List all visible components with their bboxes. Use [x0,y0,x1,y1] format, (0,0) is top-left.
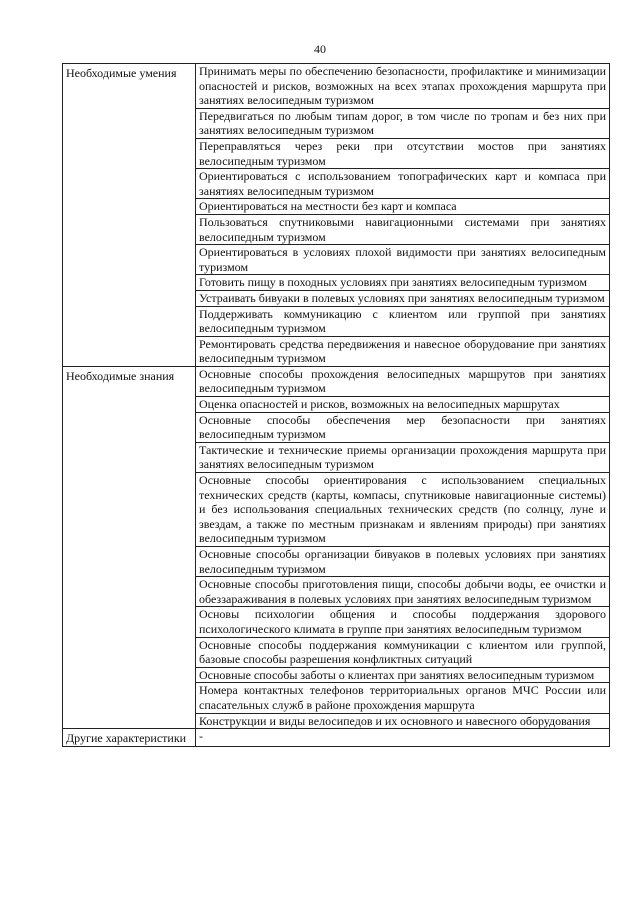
requirement-item: Ориентироваться на местности без карт и компаса [196,199,610,215]
requirement-item: Устраивать бивуаки в полевых условиях при занятиях велосипедным туризмом [196,290,610,306]
table-row [63,64,610,109]
requirement-item: Ремонтировать средства передвижения и навесное оборудование при занятиях велосипедным туризмом [196,336,610,366]
requirement-item: Поддерживать коммуникацию с клиентом или группой при занятиях велосипедным туризмом [196,306,610,336]
requirement-item: Пользоваться спутниковыми навигационными системами при занятиях велосипедным туризмом [196,214,610,244]
table-row [63,366,610,396]
section-label: Необходимые знания [63,366,196,728]
requirement-item: - [196,729,610,747]
table-row [63,729,610,747]
requirements-table-body [63,64,610,747]
section-label: Другие характеристики [63,729,196,747]
requirement-item: Передвигаться по любым типам дорог, в том числе по тропам и без них при занятиях велосипедным туризмом [196,108,610,138]
requirement-item: Основные способы заботы о клиентах при занятиях велосипедным туризмом [196,667,610,683]
requirement-item: Тактические и технические приемы организации прохождения маршрута при занятиях велосипедным туризмом [196,442,610,472]
requirement-item: Конструкции и виды велосипедов и их основного и навесного оборудования [196,713,610,729]
requirement-item: Готовить пищу в походных условиях при занятиях велосипедным туризмом [196,275,610,291]
requirement-item: Принимать меры по обеспечению безопасности, профилактике и минимизации опасностей и рисков, возможных на всех этапах прохождения маршрута при занятиях велосипедным туризмом [196,64,610,109]
requirement-item: Основы психологии общения и способы поддержания здорового психологического климата в группе при занятиях велосипедным туризмом [196,607,610,637]
requirement-item: Ориентироваться с использованием топографических карт и компаса при занятиях велосипедным туризмом [196,169,610,199]
requirements-table [62,63,610,747]
requirement-item: Основные способы обеспечения мер безопасности при занятиях велосипедным туризмом [196,412,610,442]
page-number: 40 [314,42,326,56]
requirement-item: Основные способы организации бивуаков в полевых условиях при занятиях велосипедным туризмом [196,547,610,577]
requirement-item: Основные способы поддержания коммуникации с клиентом или группой, базовые способы разрешения конфликтных ситуаций [196,637,610,667]
requirement-item: Переправляться через реки при отсутствии мостов при занятиях велосипедным туризмом [196,138,610,168]
section-label: Необходимые умения [63,64,196,367]
requirement-item: Основные способы ориентирования с использованием специальных технических средств (карты, компасы, спутниковые навигационные системы) и без использования специальных технических средств (по солнцу, луне и звездам, а также по местным признакам и явлениям природы) при занятиях велосипедным туризмом [196,473,610,547]
requirement-item: Оценка опасностей и рисков, возможных на велосипедных маршрутах [196,397,610,413]
requirement-item: Основные способы приготовления пищи, способы добычи воды, ее очистки и обеззараживания в полевых условиях при занятиях велосипедным туризмом [196,577,610,607]
requirement-item: Номера контактных телефонов территориальных органов МЧС России или спасательных служб в районе прохождения маршрута [196,683,610,713]
requirement-item: Ориентироваться в условиях плохой видимости при занятиях велосипедным туризмом [196,245,610,275]
requirement-item: Основные способы прохождения велосипедных маршрутов при занятиях велосипедным туризмом [196,366,610,396]
